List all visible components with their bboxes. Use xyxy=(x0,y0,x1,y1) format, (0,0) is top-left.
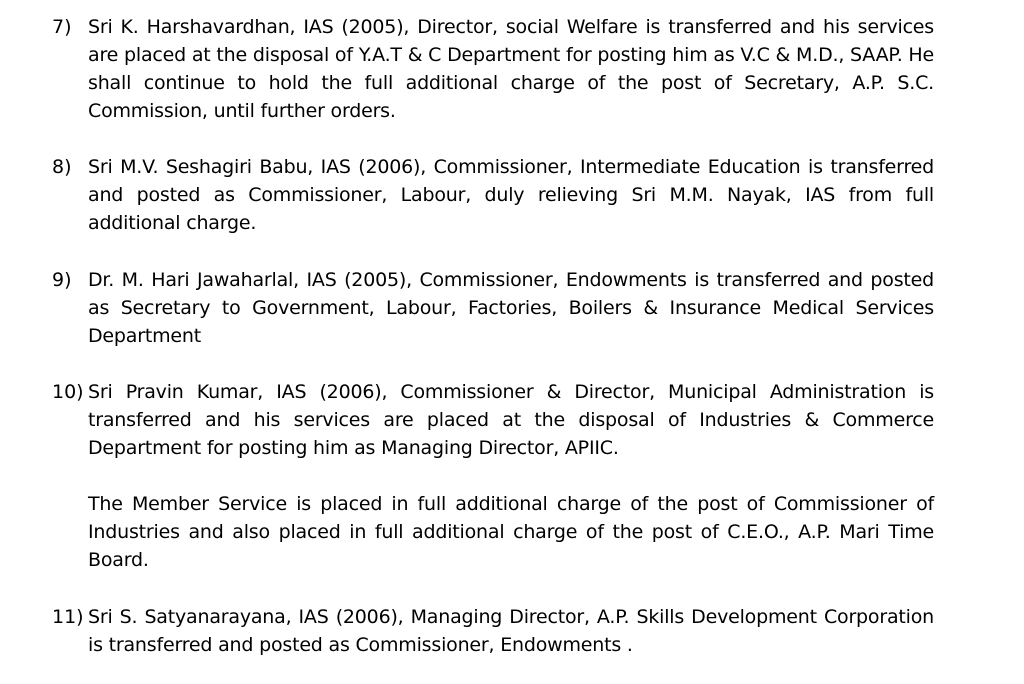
list-item-text: Sri Pravin Kumar, IAS (2006), Commissioner & Director, Municipal Administration is transferred and his services are placed at the disposal of Industries & Commerce Department for posting him as Managing Director, APIIC. xyxy=(88,381,934,459)
list-item-number: 8) xyxy=(52,156,72,178)
list-item-number: 7) xyxy=(52,16,72,38)
list-item-number: 9) xyxy=(52,269,72,291)
list-item-additional-paragraph: The Member Service is placed in full additional charge of the post of Commissioner of Industries and also placed in full additional charge of the post of C.E.O., A.P. Mari Time Board. xyxy=(88,493,934,571)
list-item-text: Dr. M. Hari Jawaharlal, IAS (2005), Commissioner, Endowments is transferred and posted as Secretary to Government, Labour, Factories, Boilers & Insurance Medical Services Department xyxy=(88,269,934,347)
list-item-number: 10) xyxy=(52,381,84,403)
list-item-text: Sri S. Satyanarayana, IAS (2006), Managing Director, A.P. Skills Development Corporation is transferred and posted as Commissioner, Endowments . xyxy=(88,606,934,656)
list-item-number: 11) xyxy=(52,606,84,628)
list-item-text: Sri K. Harshavardhan, IAS (2005), Director, social Welfare is transferred and his services are placed at the disposal of Y.A.T & C Department for posting him as V.C & M.D., SAAP. He shall continue to hold the full additional charge of the post of Secretary, A.P. S.C. Commission, until further orders. xyxy=(88,16,934,122)
list-item xyxy=(52,13,934,125)
list-item xyxy=(52,378,934,462)
list-item-text: Sri M.V. Seshagiri Babu, IAS (2006), Commissioner, Intermediate Education is transferred and posted as Commissioner, Labour, duly relieving Sri M.M. Nayak, IAS from full additional charge. xyxy=(88,156,934,234)
list-item xyxy=(52,153,934,237)
list-item xyxy=(52,603,934,659)
list-item xyxy=(52,266,934,350)
